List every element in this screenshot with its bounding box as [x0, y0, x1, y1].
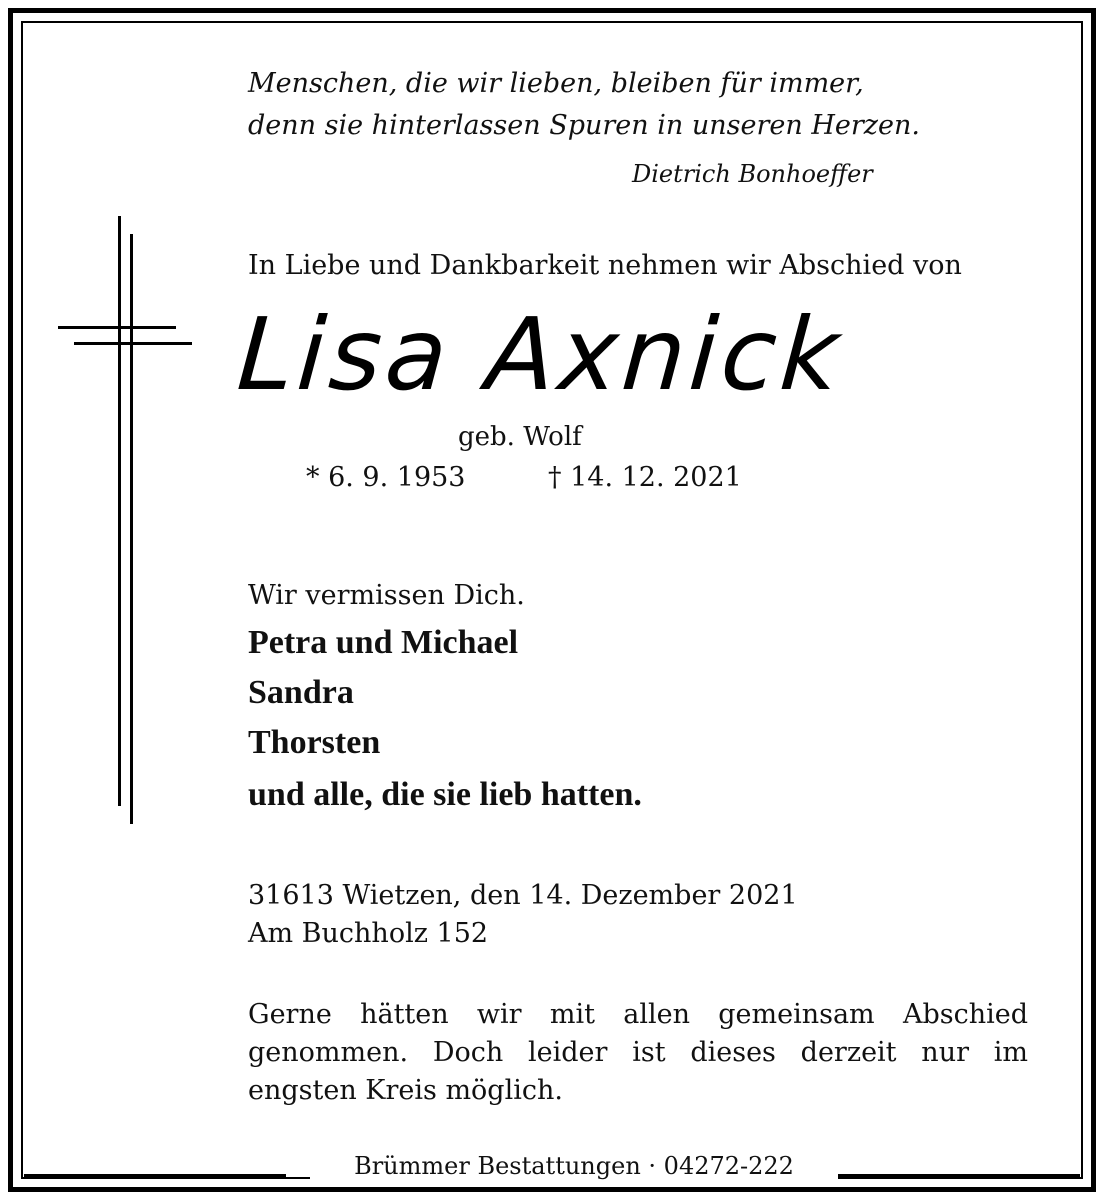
mourners-intro: Wir vermissen Dich.: [248, 580, 525, 611]
mourner-name: und alle, die sie lieb hatten.: [248, 776, 642, 813]
cross-icon: [56, 216, 196, 828]
farewell-intro: In Liebe und Dankbarkeit nehmen wir Abschied von: [248, 250, 962, 281]
footer: [24, 1152, 1080, 1180]
footer-rule-right: [836, 1174, 1080, 1178]
death-date: † 14. 12. 2021: [548, 462, 742, 493]
deceased-name: Lisa Axnick: [233, 296, 847, 413]
place-date: 31613 Wietzen, den 14. Dezember 2021: [248, 880, 798, 911]
quote-line-1: Menschen, die wir lieben, bleiben für immer,: [248, 68, 864, 99]
quote-author: Dietrich Bonhoeffer: [632, 160, 873, 188]
notice-text: Gerne hätten wir mit allen gemeinsam Abschied genommen. Doch leider ist dieses derzeit nur im engsten Kreis möglich.: [248, 999, 1028, 1106]
footer-rule-left: [24, 1174, 286, 1178]
mourner-name: Thorsten: [248, 724, 381, 761]
mourner-name: Sandra: [248, 674, 354, 711]
maiden-name: geb. Wolf: [458, 422, 582, 452]
street-address: Am Buchholz 152: [248, 918, 489, 949]
funeral-home: Brümmer Bestattungen · 04272-222: [310, 1152, 838, 1180]
quote-line-2: denn sie hinterlassen Spuren in unseren Herzen.: [248, 110, 920, 141]
mourner-name: Petra und Michael: [248, 624, 519, 661]
birth-date: * 6. 9. 1953: [306, 462, 466, 493]
